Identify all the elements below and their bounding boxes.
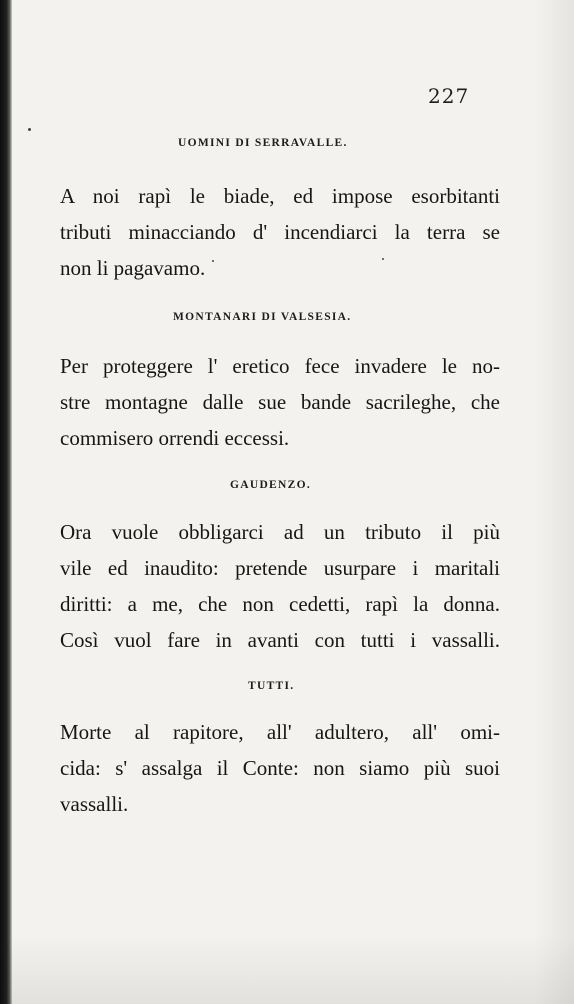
speaker-heading: TUTTI.	[248, 680, 295, 692]
page-number: 227	[428, 84, 470, 108]
text-line: commisero orrendi eccessi.	[60, 426, 290, 450]
text-line: Per proteggere l' eretico fece invadere le no-	[60, 354, 500, 378]
speaker-heading: MONTANARI DI VALSESIA.	[173, 311, 352, 323]
text-line: A noi rapì le biade, ed impose esorbitanti	[60, 184, 500, 208]
text-line: tributi minacciando d' incendiarci la terra se	[60, 220, 500, 244]
scan-speck	[212, 260, 214, 262]
scan-speck	[382, 258, 384, 260]
binding-edge	[0, 0, 12, 1004]
page-shadow-bottom	[0, 934, 574, 1004]
text-line: vile ed inaudito: pretende usurpare i maritali	[60, 556, 500, 580]
text-line: non li pagavamo.	[60, 256, 206, 280]
text-line: diritti: a me, che non cedetti, rapì la donna.	[60, 592, 500, 616]
text-line: Morte al rapitore, all' adultero, all' omi-	[60, 720, 500, 744]
text-line: cida: s' assalga il Conte: non siamo più suoi	[60, 756, 500, 780]
page-shadow-right	[534, 0, 574, 1004]
text-line: vassalli.	[60, 792, 129, 816]
speaker-heading: UOMINI DI SERRAVALLE.	[178, 137, 348, 149]
text-line: Così vuol fare in avanti con tutti i vassalli.	[60, 628, 500, 652]
scan-speck	[28, 128, 31, 131]
text-line: stre montagne dalle sue bande sacrileghe, che	[60, 390, 500, 414]
speaker-heading: GAUDENZO.	[230, 479, 312, 491]
text-line: Ora vuole obbligarci ad un tributo il più	[60, 520, 500, 544]
